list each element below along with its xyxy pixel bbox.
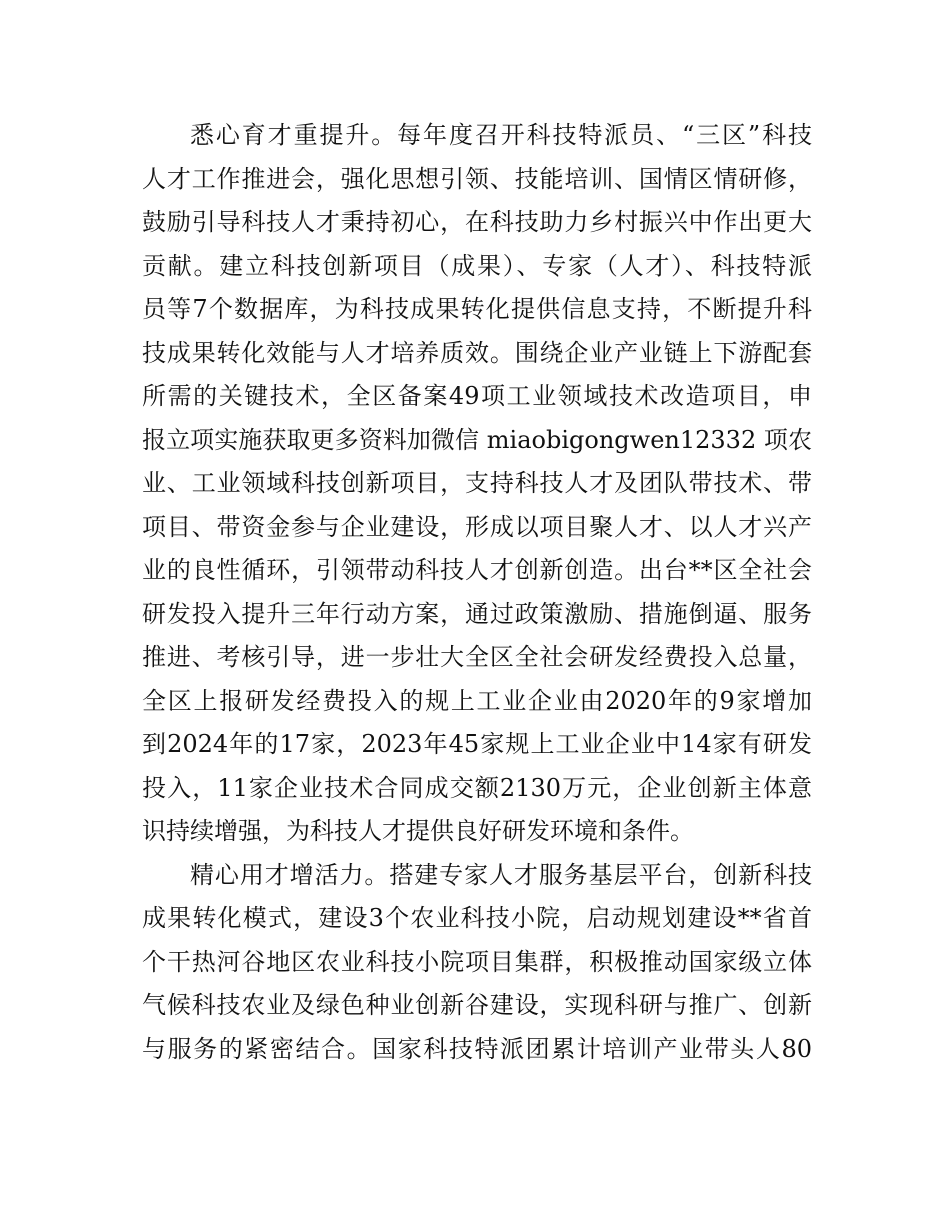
text-line: 所需的关键技术，全区备案49项工业领域技术改造项目，申 <box>142 382 812 410</box>
text-line: 项目、带资金参与企业建设，形成以项目聚人才、以人才兴产 <box>142 512 812 541</box>
text-line: 业的良性循环，引领带动科技人才创新创造。出台**区全社会 <box>142 556 812 584</box>
text-line: 员等7个数据库，为科技成果转化提供信息支持，不断提升科 <box>142 295 812 323</box>
text-line: 悉心育才重提升。每年度召开科技特派员、“三区”科技 <box>190 121 812 149</box>
text-line: 贡献。建立科技创新项目（成果）、专家（人才）、科技特派 <box>142 251 812 280</box>
text-line: 与服务的紧密结合。国家科技特派团累计培训产业带头人80 <box>142 1034 812 1063</box>
text-line: 到2024年的17家，2023年45家规上工业企业中14家有研发 <box>142 730 812 758</box>
text-line: 个干热河谷地区农业科技小院项目集群，积极推动国家级立体 <box>142 947 812 976</box>
text-line: 推进、考核引导，进一步壮大全区全社会研发经费投入总量， <box>142 643 812 671</box>
text-line: 技成果转化效能与人才培养质效。围绕企业产业链上下游配套 <box>142 338 812 367</box>
text-line: 全区上报研发经费投入的规上工业企业由2020年的9家增加 <box>142 686 812 715</box>
document-body <box>142 114 812 1071</box>
text-line: 研发投入提升三年行动方案，通过政策激励、措施倒逼、服务 <box>142 599 812 628</box>
text-line: 人才工作推进会，强化思想引领、技能培训、国情区情研修， <box>142 164 812 193</box>
text-line: 报立项实施获取更多资料加微信 miaobigongwen12332 项农 <box>142 425 812 454</box>
paragraph-talent-utilization <box>142 854 812 1072</box>
text-line: 成果转化模式，建设3个农业科技小院，启动规划建设**省首 <box>142 904 812 932</box>
text-line: 气候科技农业及绿色种业创新谷建设，实现科研与推广、创新 <box>142 991 812 1019</box>
text-line: 精心用才增活力。搭建专家人才服务基层平台，创新科技 <box>190 860 812 889</box>
text-line: 鼓励引导科技人才秉持初心，在科技助力乡村振兴中作出更大 <box>142 208 812 236</box>
text-line: 投入，11家企业技术合同成交额2130万元，企业创新主体意 <box>142 773 812 802</box>
text-line: 识持续增强，为科技人才提供良好研发环境和条件。 <box>142 817 694 845</box>
paragraph-talent-cultivation <box>142 114 812 854</box>
text-line: 业、工业领域科技创新项目，支持科技人才及团队带技术、带 <box>142 469 812 497</box>
